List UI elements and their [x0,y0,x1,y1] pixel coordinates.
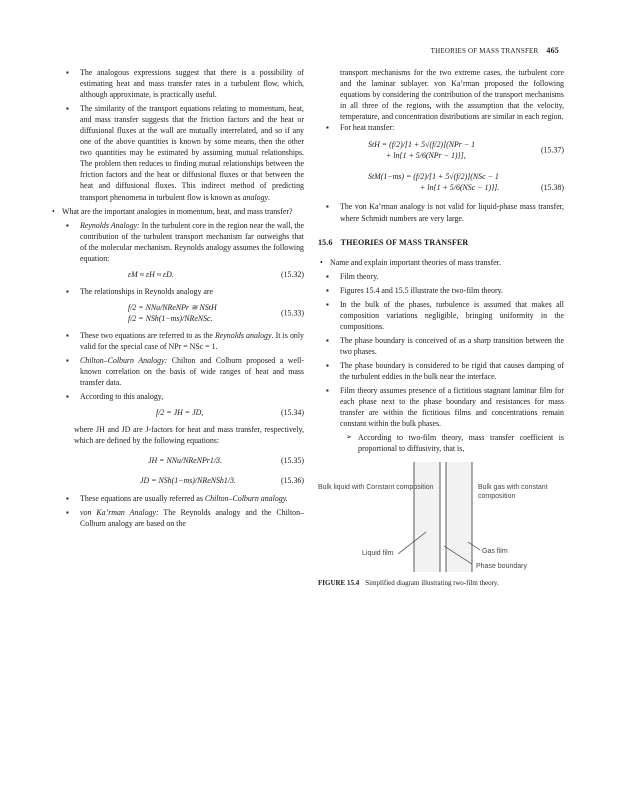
equation-15-34: f/2 = JH = JD, (15.34) [156,408,304,418]
bullet-heat-transfer: ▪ For heat transfer: [318,122,564,133]
bullet-reynolds: ▪ Reynolds Analogy: In the turbulent core in the region near the wall, the contribution of the turbulent transport mechanism far outweighs that of the molecular mechanism. Reynolds analogy assumes the following equation: [58,220,304,264]
bullet-chilton: ▪ Chilton–Colburn Analogy: Chilton and Colburn proposed a well-known correlation on the basis of wide ranges of heat and mass transfer data. [58,355,304,388]
label-gas-film: Gas film [482,548,508,556]
bullet-similarity: ▪ The similarity of the transport equations relating to momentum, heat, and mass transfer suggests that the friction factors and the heat or diffusional fluxes at the wall are mutually interrelated, and so if any one of the above quantities is known by some means, then the other two quantities may be estimated by assuming mutual relationships. The problem then reduces to finding mutual relationships between the friction factors and the heat or diffusional fluxes or that between the heat and diffusional fluxes. This indirect method of predicting transport phenomena in turbulent flow is known as analogy. [58,103,304,202]
equation-15-33: f/2 = NNu/NReNPr ≅ NStH f/2 = NSh(1−ms)/NReNSc. (15.33) [128,302,304,323]
right-column [318,67,564,589]
continuation-text: transport mechanisms for the two extreme cases, the turbulent core and the laminar sublayer. von Ka’rman proposed the following equations by considering the contribution of the transport mechanisms in all three of the regions, with the assumption that the velocity, temperature, and concentration distributions are similar in each region. [340,68,564,122]
label-bulk-gas: Bulk gas with constant composition [478,484,548,500]
question-analogies: • What are the important analogies in momentum, heat, and mass transfer? [54,206,304,217]
figure-label: FIGURE 15.4 [318,579,360,588]
figure-two-film [318,462,564,572]
bullet-boundary: ▪ The phase boundary is conceived of as a sharp transition between the two phases. [318,335,564,357]
two-film-diagram [318,462,564,572]
section-number: 15.6 [318,237,333,247]
liquid-film-region [414,462,440,572]
bullet-karman: ▪ von Ka’rman Analogy: The Reynolds analogy and the Chilton–Colburn analogy are based on the [58,507,304,529]
equation-15-35: JH = NNu/NReNPr1/3. (15.35) [148,456,304,466]
sub-bullet-two-film: ➢ According to two-film theory, mass transfer coefficient is proportional to diffusivity, that is, [318,432,564,454]
label-phase-boundary: Phase boundary [476,563,527,571]
bullet-two-equations: ▪ These two equations are referred to as the Reynolds analogy. It is only valid for the special case of NPr = NSc = 1. [58,330,304,352]
question-theories: • Name and explain important theories of mass transfer. [322,257,564,268]
equation-15-36: JD = NSh(1−ms)/NReNSh1/3. (15.36) [140,476,304,486]
bullet-usually: ▪ These equations are usually referred as Chilton–Colburn analogy. [58,493,304,504]
bullet-relationships: ▪ The relationships in Reynolds analogy are [58,286,304,297]
bullet-according: ▪ According to this analogy, [58,391,304,402]
equation-15-37: StH = (f/2)/[1 + 5√(f/2)](NPr − 1 + ln{1 + 5/6(NPr − 1)}], (15.37) [368,140,564,161]
section-title: THEORIES OF MASS TRANSFER [340,237,469,247]
running-header [431,45,559,57]
left-column [58,67,304,532]
bullet-film-assumes: ▪ Film theory assumes presence of a fictitious stagnant laminar film for each phase next to the phase boundary and resistances for mass transfer are within the fictitious films and concentrations remain constant within the bulk phases. [318,385,564,429]
bullet-figures: ▪ Figures 15.4 and 15.5 illustrate the two-film theory. [318,285,564,296]
page-number: 465 [546,46,559,55]
bullet-analogous: ▪ The analogous expressions suggest that there is a possibility of estimating heat and mass transfer rates in a turbulent flow, which, although approximate, is practically useful. [58,67,304,100]
bullet-rigid: ▪ The phase boundary is considered to be rigid that causes damping of the turbulent eddies in the bulk near the interface. [318,360,564,382]
bullet-bulk: ▪ In the bulk of the phases, turbulence is assumed that makes all composition variations negligible, bringing uniformity in the compositions. [318,299,564,332]
section-heading [318,237,564,248]
figure-caption: FIGURE 15.4 Simplified diagram illustrating two-film theory. [318,579,499,588]
label-liquid-film: Liquid film [362,550,394,558]
where-text: where JH and JD are J-factors for heat and mass transfer, respectively, which are defined by the following equations: [74,425,304,446]
bullet-film-theory: ▪ Film theory. [318,271,564,282]
bullet-karman-invalid: ▪ The von Ka’rman analogy is not valid for liquid-phase mass transfer, where Schmidt numbers are very large. [318,201,564,223]
equation-15-32: εM ≈ εH ≈ εD. (15.32) [128,269,304,279]
running-title: THEORIES OF MASS TRANSFER [430,47,539,55]
equation-15-38: StM(1−ms) = (f/2)/[1 + 5√(f/2)](NSc − 1 + ln{1 + 5/6(NSc − 1)}]. (15.38) [368,172,564,193]
label-bulk-liquid: Bulk liquid with Constant composition [318,484,434,492]
